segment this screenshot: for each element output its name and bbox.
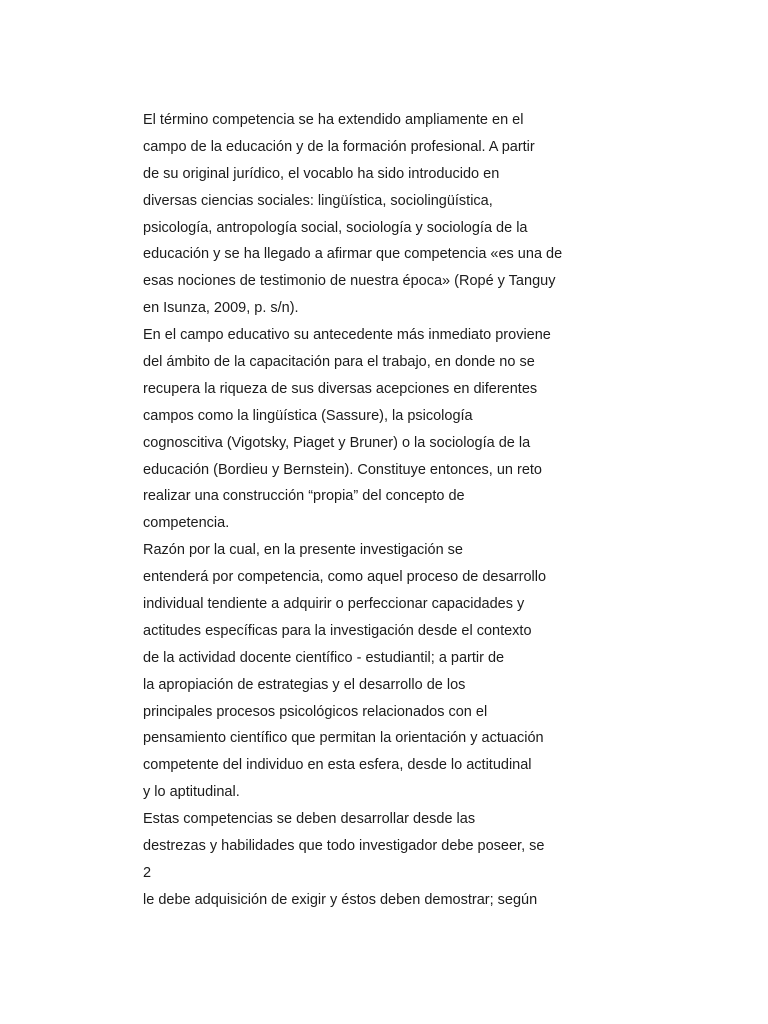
body-text xyxy=(143,107,743,914)
text-line: actitudes específicas para la investigación desde el contexto xyxy=(143,622,532,639)
text-line: en Isunza, 2009, p. s/n). xyxy=(143,300,299,317)
text-line: individual tendiente a adquirir o perfeccionar capacidades y xyxy=(143,596,525,613)
text-line: destrezas y habilidades que todo investigador debe poseer, se xyxy=(143,838,545,855)
text-line: competencia. xyxy=(143,515,230,532)
text-line: le debe adquisición de exigir y éstos deben demostrar; según xyxy=(143,891,538,908)
page-number: 2 xyxy=(143,864,152,881)
text-line: entenderá por competencia, como aquel proceso de desarrollo xyxy=(143,569,547,586)
text-line: Razón por la cual, en la presente investigación se xyxy=(143,542,463,559)
text-line: diversas ciencias sociales: lingüística, sociolingüística, xyxy=(143,192,493,209)
text-line: esas nociones de testimonio de nuestra época» (Ropé y Tanguy xyxy=(143,273,556,290)
text-line: principales procesos psicológicos relacionados con el xyxy=(143,703,488,720)
text-line: recupera la riqueza de sus diversas acepciones en diferentes xyxy=(143,380,538,397)
text-line: En el campo educativo su antecedente más inmediato proviene xyxy=(143,327,551,344)
text-line: de su original jurídico, el vocablo ha sido introducido en xyxy=(143,165,500,182)
text-line: educación (Bordieu y Bernstein). Constituye entonces, un reto xyxy=(143,461,542,478)
text-line: de la actividad docente científico - estudiantil; a partir de xyxy=(143,649,505,666)
text-line: cognoscitiva (Vigotsky, Piaget y Bruner) o la sociología de la xyxy=(143,434,531,451)
text-line: campos como la lingüística (Sassure), la psicología xyxy=(143,407,473,424)
text-line: psicología, antropología social, sociología y sociología de la xyxy=(143,219,528,236)
text-line: Estas competencias se deben desarrollar desde las xyxy=(143,811,476,828)
text-line: pensamiento científico que permitan la orientación y actuación xyxy=(143,730,544,747)
text-line: la apropiación de estrategias y el desarrollo de los xyxy=(143,676,466,693)
text-line: El término competencia se ha extendido ampliamente en el xyxy=(143,112,524,128)
text-line: realizar una construcción “propia” del concepto de xyxy=(143,488,465,505)
text-line: campo de la educación y de la formación profesional. A partir xyxy=(143,138,535,155)
text-line: del ámbito de la capacitación para el trabajo, en donde no se xyxy=(143,354,535,371)
text-line: educación y se ha llegado a afirmar que competencia «es una de xyxy=(143,246,563,263)
text-line: competente del individuo en esta esfera, desde lo actitudinal xyxy=(143,757,532,774)
text-line: y lo aptitudinal. xyxy=(143,784,240,801)
